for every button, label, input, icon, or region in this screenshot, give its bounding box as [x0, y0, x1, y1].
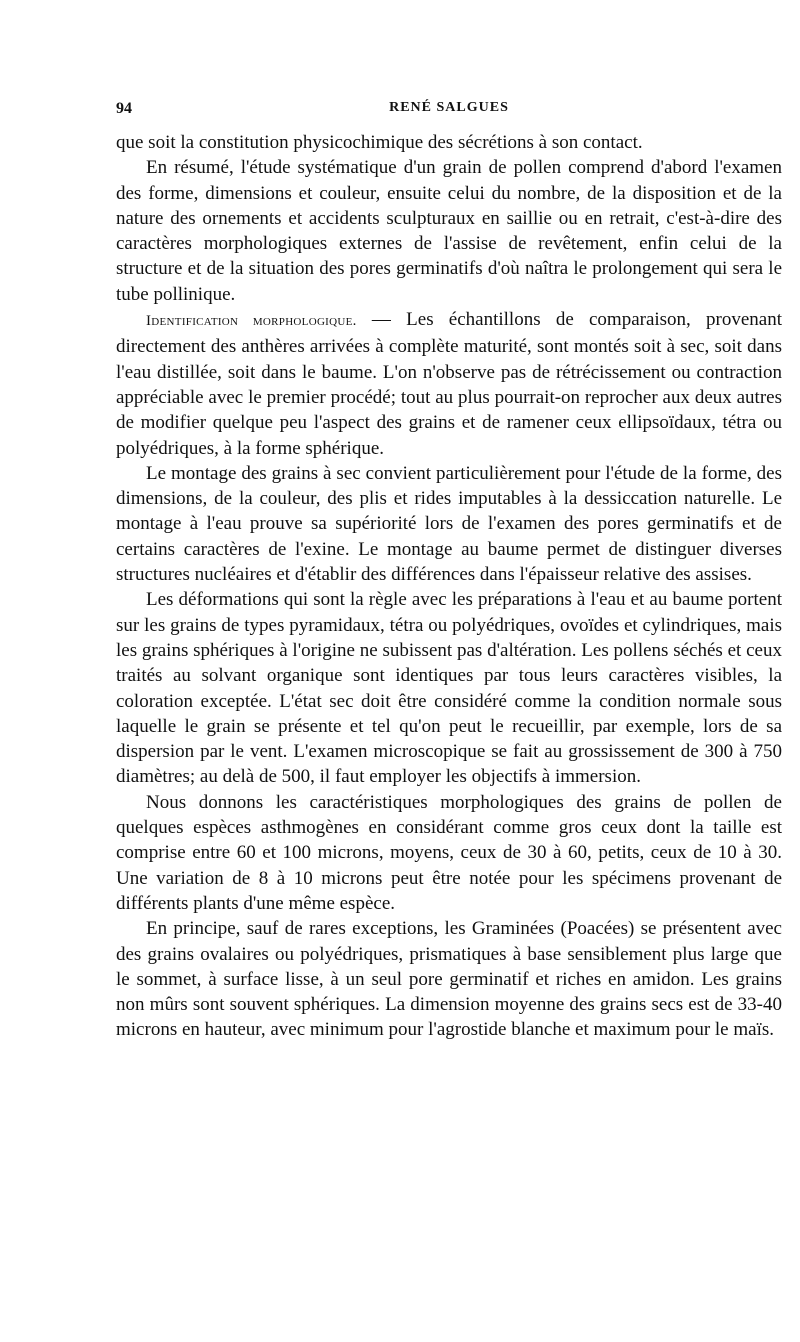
paragraph-summary	[116, 155, 782, 307]
book-page	[116, 100, 782, 1043]
page-number: 94	[116, 100, 132, 117]
section-heading: Identification morphologique.	[146, 313, 357, 330]
paragraph-text: En principe, sauf de rares exceptions, les Graminées (Poacées) se présentent avec des grains ovalaires ou polyédriques, prismatiques à base sensiblement plus large que le sommet, à surface lisse, à un seul pore germinatif et riches en amidon. Les grains non mûrs sont souvent sphériques. La dimension moyenne des grains secs est de 33-40 microns en hauteur, avec minimum pour l'agrostide blanche et maximum pour le maïs.	[116, 918, 782, 1041]
running-head	[116, 100, 782, 126]
paragraph-text: Nous donnons les caractéristiques morphologiques des grains de pollen de quelques espèces asthmogènes en considérant comme gros ceux dont la taille est comprise entre 60 et 100 microns, moyens, ceux de 30 à 60, petits, ceux de 10 à 30. Une variation de 8 à 10 microns peut être notée pour les spécimens provenant de différents plants d'une même espèce.	[116, 791, 782, 914]
paragraph-text: Les déformations qui sont la règle avec les préparations à l'eau et au baume portent sur les grains de types pyramidaux, tétra ou polyédriques, ovoïdes et cylindriques, mais les grains sphériques à l'origine ne subissent pas d'altération. Les pollens séchés et ceux traités au solvant organique sont identiques par tous leurs caractères visibles, la coloration exceptée. L'état sec doit être considéré comme la condition normale sous laquelle le grain se présente et tel qu'on peut le recueillir, par exemple, lors de sa dispersion par le vent. L'examen microscopique se fait au grossissement de 300 à 750 diamètres; au delà de 500, il faut employer les objectifs à immersion.	[116, 589, 782, 788]
paragraph-graminees	[116, 916, 782, 1042]
paragraph-mounting	[116, 461, 782, 587]
paragraph-continuation	[116, 130, 782, 155]
running-head-author: RENÉ SALGUES	[389, 100, 509, 115]
paragraph-characteristics	[116, 790, 782, 916]
paragraph-deformations	[116, 587, 782, 789]
paragraph-text: Le montage des grains à sec convient particulièrement pour l'étude de la forme, des dimensions, de la couleur, des plis et rides imputables à la dessiccation naturelle. Le montage à l'eau prouve sa supériorité lors de l'examen des pores germinatifs et de certains caractères de l'exine. Le montage au baume permet de distinguer diverses structures nucléaires et d'établir des différences dans l'épaisseur relative des assises.	[116, 462, 782, 586]
paragraph-identification	[116, 307, 782, 461]
paragraph-text: En résumé, l'étude systématique d'un grain de pollen comprend d'abord l'examen des forme, dimensions et couleur, ensuite celui du nombre, de la disposition et de la nature des ornements et accidents sculpturaux en saillie ou en retrait, c'est-à-dire des caractères morphologiques externes de l'assise de revêtement, enfin celui de la structure et de la situation des pores germinatifs d'où naîtra le prolongement qui sera le tube pollinique.	[116, 157, 782, 305]
paragraph-text: — Les échantillons de comparaison, provenant directement des anthères arrivées à complète maturité, sont montés soit à sec, soit dans l'eau distillée, soit dans le baume. L'on n'observe pas de rétrécissement ou contraction appréciable avec le premier procédé; tout au plus pourrait-on reprocher aux deux autres de modifier quelque peu l'aspect des grains et de ramener ceux ellipsoïdaux, tétra ou polyédriques, à la forme sphérique.	[116, 309, 782, 459]
paragraph-text: que soit la constitution physicochimique des sécrétions à son contact.	[116, 132, 643, 153]
